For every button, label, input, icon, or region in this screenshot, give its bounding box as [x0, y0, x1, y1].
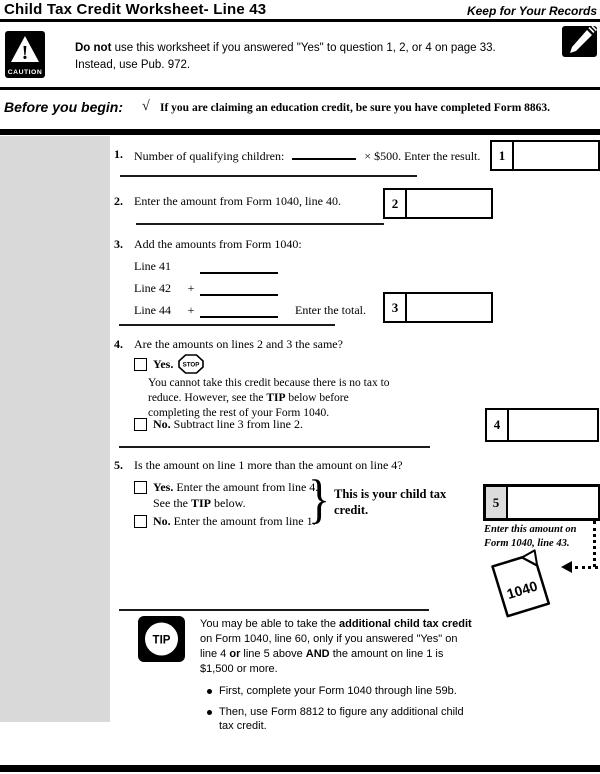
item4-no-row	[134, 417, 303, 432]
tip-bullet-2: Then, use Form 8812 to figure any additional child tax credit.	[219, 706, 464, 733]
line2-result-box	[383, 188, 493, 219]
line4-box-label: 4	[487, 410, 509, 440]
item3-number: 3.	[114, 237, 123, 251]
item3-text: Add the amounts from Form 1040:	[134, 237, 302, 251]
item2-separator	[136, 223, 384, 225]
line3-result-box	[383, 292, 493, 323]
page-title: Child Tax Credit Worksheet- Line 43	[4, 1, 267, 18]
item1-separator	[120, 175, 417, 177]
svg-text:TIP: TIP	[152, 634, 171, 647]
item5-yes-checkbox[interactable]	[134, 481, 147, 494]
item5-text: Is the amount on line 1 more than the amount on line 4?	[134, 458, 403, 472]
line3-value-field[interactable]	[407, 294, 491, 321]
stop-icon	[178, 354, 204, 374]
item4-yes-paragraph: You cannot take this credit because there is no tax to reduce. However, see the TIP below before completing the rest of your Form 1040.	[148, 377, 390, 419]
item4-no-text: No. Subtract line 3 from line 2.	[153, 417, 303, 431]
item3-row-line41: Line 41	[134, 259, 278, 274]
item4-yes-label: Yes.	[153, 356, 174, 371]
dotted-line-vertical	[593, 521, 596, 567]
item4-separator	[119, 446, 430, 448]
line1-box-label: 1	[492, 142, 514, 169]
main-top-rule	[0, 129, 600, 135]
line5-box-label: 5	[486, 487, 508, 518]
line2-value-field[interactable]	[407, 190, 491, 217]
line1-result-box	[490, 140, 600, 171]
line4-value-field[interactable]	[509, 410, 597, 440]
keep-for-records-label: Keep for Your Records	[466, 4, 597, 18]
brace-icon: }	[308, 469, 331, 529]
bullet-icon	[207, 710, 212, 715]
header-rule	[0, 19, 600, 22]
enter-total-label: Enter the total.	[295, 303, 366, 317]
item1-text: Number of qualifying children: × $500. Enter the result.	[134, 149, 481, 163]
exclamation-mark: !	[21, 42, 29, 64]
arrowhead-icon	[561, 561, 572, 573]
before-you-begin-text: If you are claiming an education credit, be sure you have completed Form 8863.	[160, 102, 551, 114]
left-margin-panel	[0, 136, 110, 722]
item2-text: Enter the amount from Form 1040, line 40.	[134, 194, 341, 208]
svg-text:1040: 1040	[504, 577, 540, 603]
form-1040-icon	[486, 544, 566, 618]
line2-box-label: 2	[385, 190, 407, 217]
item4-yes-checkbox[interactable]	[134, 358, 147, 371]
enter-amount-note: Enter this amount on Form 1040, line 43.	[484, 524, 577, 549]
line1-value-field[interactable]	[514, 142, 598, 169]
line44-write-line[interactable]	[200, 305, 278, 318]
item5-no-checkbox[interactable]	[134, 515, 147, 528]
line5-result-box	[483, 484, 600, 521]
item1-number: 1.	[114, 147, 123, 161]
caution-icon-label: CAUTION	[7, 69, 43, 76]
caution-line1: Do not use this worksheet if you answered "Yes" to question 1, 2, or 4 on page 33.	[75, 42, 496, 54]
item4-yes-row	[134, 354, 204, 374]
tip-icon	[138, 616, 185, 662]
item5-yes-text: Yes. Enter the amount from line 4. See the TIP below.	[153, 480, 319, 511]
before-you-begin-label: Before you begin:	[4, 99, 124, 115]
bullet-icon	[207, 689, 212, 694]
dotted-line-horizontal	[575, 566, 598, 569]
line5-value-field[interactable]	[508, 487, 598, 518]
caution-icon	[5, 31, 45, 78]
checkmark-icon: √	[142, 99, 150, 114]
item5-separator	[119, 609, 429, 611]
caution-text	[75, 40, 550, 73]
tip-bullet-1: First, complete your Form 1040 through line 59b.	[219, 685, 457, 697]
child-tax-credit-label: This is your child tax credit.	[334, 487, 447, 517]
item3-separator	[119, 324, 335, 326]
pencil-icon	[562, 26, 597, 57]
item4-no-checkbox[interactable]	[134, 418, 147, 431]
item3-row-line44: Line 44 +	[134, 303, 278, 318]
item3-row-line42: Line 42 +	[134, 281, 278, 296]
svg-text:STOP: STOP	[182, 361, 200, 369]
caution-line2: Instead, use Pub. 972.	[75, 58, 191, 71]
page-bottom-rule	[0, 765, 600, 772]
item4-text: Are the amounts on lines 2 and 3 the same?	[134, 337, 343, 351]
item5-yes-row	[134, 479, 325, 511]
item5-number: 5.	[114, 458, 123, 472]
line4-result-box	[485, 408, 599, 442]
line3-box-label: 3	[385, 294, 407, 321]
tip-paragraph: You may be able to take the additional child tax credit on Form 1040, line 60, only if you answered "Yes" on line 4 or line 5 above AND the amount on line 1 is $1,500 or more.	[200, 618, 472, 675]
item4-number: 4.	[114, 337, 123, 351]
caution-bottom-rule	[0, 87, 600, 90]
qualifying-children-write-line[interactable]	[292, 147, 356, 160]
item2-number: 2.	[114, 194, 123, 208]
line41-write-line[interactable]	[200, 261, 278, 274]
item5-no-text: No. Enter the amount from line 1.	[153, 514, 316, 528]
line42-write-line[interactable]	[200, 283, 278, 296]
item5-no-row	[134, 514, 316, 529]
